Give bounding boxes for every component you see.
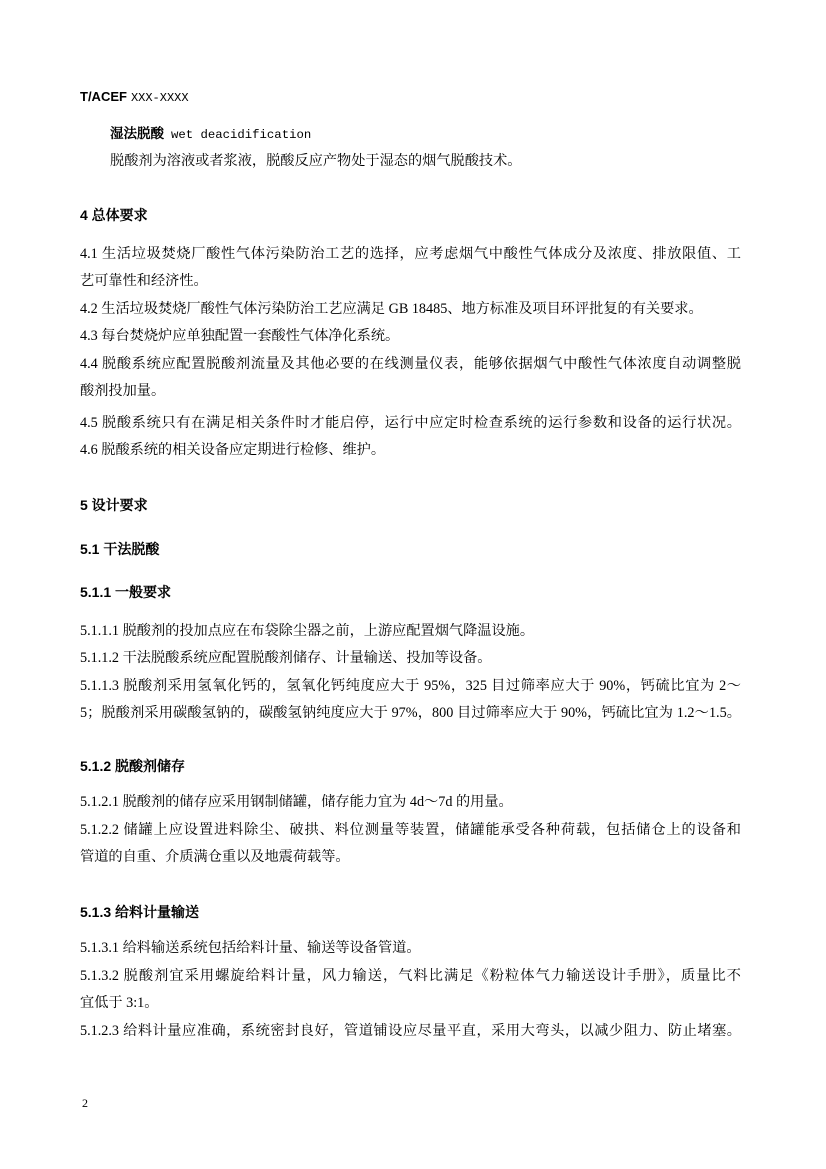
clause-line: 5.1.2.1 脱酸剂的储存应采用钢制储罐，储存能力宜为 4d～7d 的用量。 xyxy=(80,794,513,810)
term-name-en: wet deacidification xyxy=(171,128,312,142)
clause-4-2 xyxy=(80,296,741,324)
clause-line: 宜低于 3:1。 xyxy=(80,995,159,1011)
clause-line: 5.1.1.3 脱酸剂采用氢氧化钙的，氢氧化钙纯度应大于 95%，325 目过筛率应大于 90%，钙硫比宜为 2～ xyxy=(80,677,741,694)
clause-line: 5.1.2.3 给料计量应准确，系统密封良好，管道铺设应尽量平直，采用大弯头，以减少阻力、防止堵塞。 xyxy=(80,1022,741,1039)
standard-number: XXX-XXXX xyxy=(130,91,189,105)
clause-4-6 xyxy=(80,437,741,465)
term-title xyxy=(80,120,741,148)
clause-line: 4.2 生活垃圾焚烧厂酸性气体污染防治工艺应满足 GB 18485、地方标准及项目环评批复的有关要求。 xyxy=(80,300,703,317)
page-content xyxy=(80,83,741,1045)
page-number: 2 xyxy=(82,1096,88,1110)
section-5-1-3-heading: 5.1.3 给料计量输送 xyxy=(80,904,200,920)
clause-4-1 xyxy=(80,241,741,296)
clause-line: 5.1.1.1 脱酸剂的投加点应在布袋除尘器之前，上游应配置烟气降温设施。 xyxy=(80,622,535,639)
clause-line: 管道的自重、介质满仓重以及地震荷载等。 xyxy=(80,849,350,865)
section-5-1-2-heading: 5.1.2 脱酸剂储存 xyxy=(80,758,186,774)
section-5-heading: 5 设计要求 xyxy=(80,496,148,513)
clause-line: 5.1.2.2 储罐上应设置进料除尘、破拱、料位测量等装置，储罐能承受各种荷载，包括储仓上的设备和 xyxy=(80,821,741,838)
clause-line: 酸剂投加量。 xyxy=(80,383,166,399)
clause-4-3 xyxy=(80,323,741,351)
clause-4-5 xyxy=(80,410,741,438)
clause-line: 5.1.3.1 给料输送系统包括给料计量、输送等设备管道。 xyxy=(80,940,421,956)
clause-line: 4.3 每台焚烧炉应单独配置一套酸性气体净化系统。 xyxy=(80,328,400,344)
clause-line: 5；脱酸剂采用碳酸氢钠的，碳酸氢钠纯度应大于 97%，800 目过筛率应大于 90%，钙硫比宜为 1.2～1.5。 xyxy=(80,705,741,721)
clause-4-4 xyxy=(80,351,741,406)
clause-5-1-1-2 xyxy=(80,645,741,673)
clause-5-1-3-1 xyxy=(80,935,741,963)
clause-line: 4.4 脱酸系统应配置脱酸剂流量及其他必要的在线测量仪表，能够依据烟气中酸性气体浓度自动调整脱 xyxy=(80,355,741,372)
clause-line: 4.5 脱酸系统只有在满足相关条件时才能启停，运行中应定时检查系统的运行参数和设备的运行状况。 xyxy=(80,414,741,431)
term-definition: 脱酸剂为溶液或者浆液，脱酸反应产物处于湿态的烟气脱酸技术。 xyxy=(110,152,522,169)
clause-5-1-2-1 xyxy=(80,789,741,817)
section-5-1-heading: 5.1 干法脱酸 xyxy=(80,540,160,557)
clause-5-1-2-3 xyxy=(80,1018,741,1046)
clause-5-1-1-1 xyxy=(80,618,741,646)
clause-5-1-2-2 xyxy=(80,817,741,872)
clause-line: 艺可靠性和经济性。 xyxy=(80,273,208,289)
standard-org-code: T/ACEF xyxy=(80,89,127,104)
clause-line: 4.6 脱酸系统的相关设备应定期进行检修、维护。 xyxy=(80,442,386,458)
clause-line: 4.1 生活垃圾焚烧厂酸性气体污染防治工艺的选择，应考虑烟气中酸性气体成分及浓度、排放限值、工 xyxy=(80,245,741,262)
clause-5-1-1-3 xyxy=(80,673,741,728)
section-4-heading: 4 总体要求 xyxy=(80,206,148,223)
clause-line: 5.1.1.2 干法脱酸系统应配置脱酸剂储存、计量输送、投加等设备。 xyxy=(80,650,492,666)
term-name-zh: 湿法脱酸 xyxy=(110,126,164,141)
section-5-1-1-heading: 5.1.1 一般要求 xyxy=(80,583,172,600)
clause-5-1-3-2 xyxy=(80,963,741,1018)
document-header xyxy=(80,83,741,111)
clause-line: 5.1.3.2 脱酸剂宜采用螺旋给料计量，风力输送，气料比满足《粉粒体气力输送设计手册》，质量比不 xyxy=(80,967,741,984)
